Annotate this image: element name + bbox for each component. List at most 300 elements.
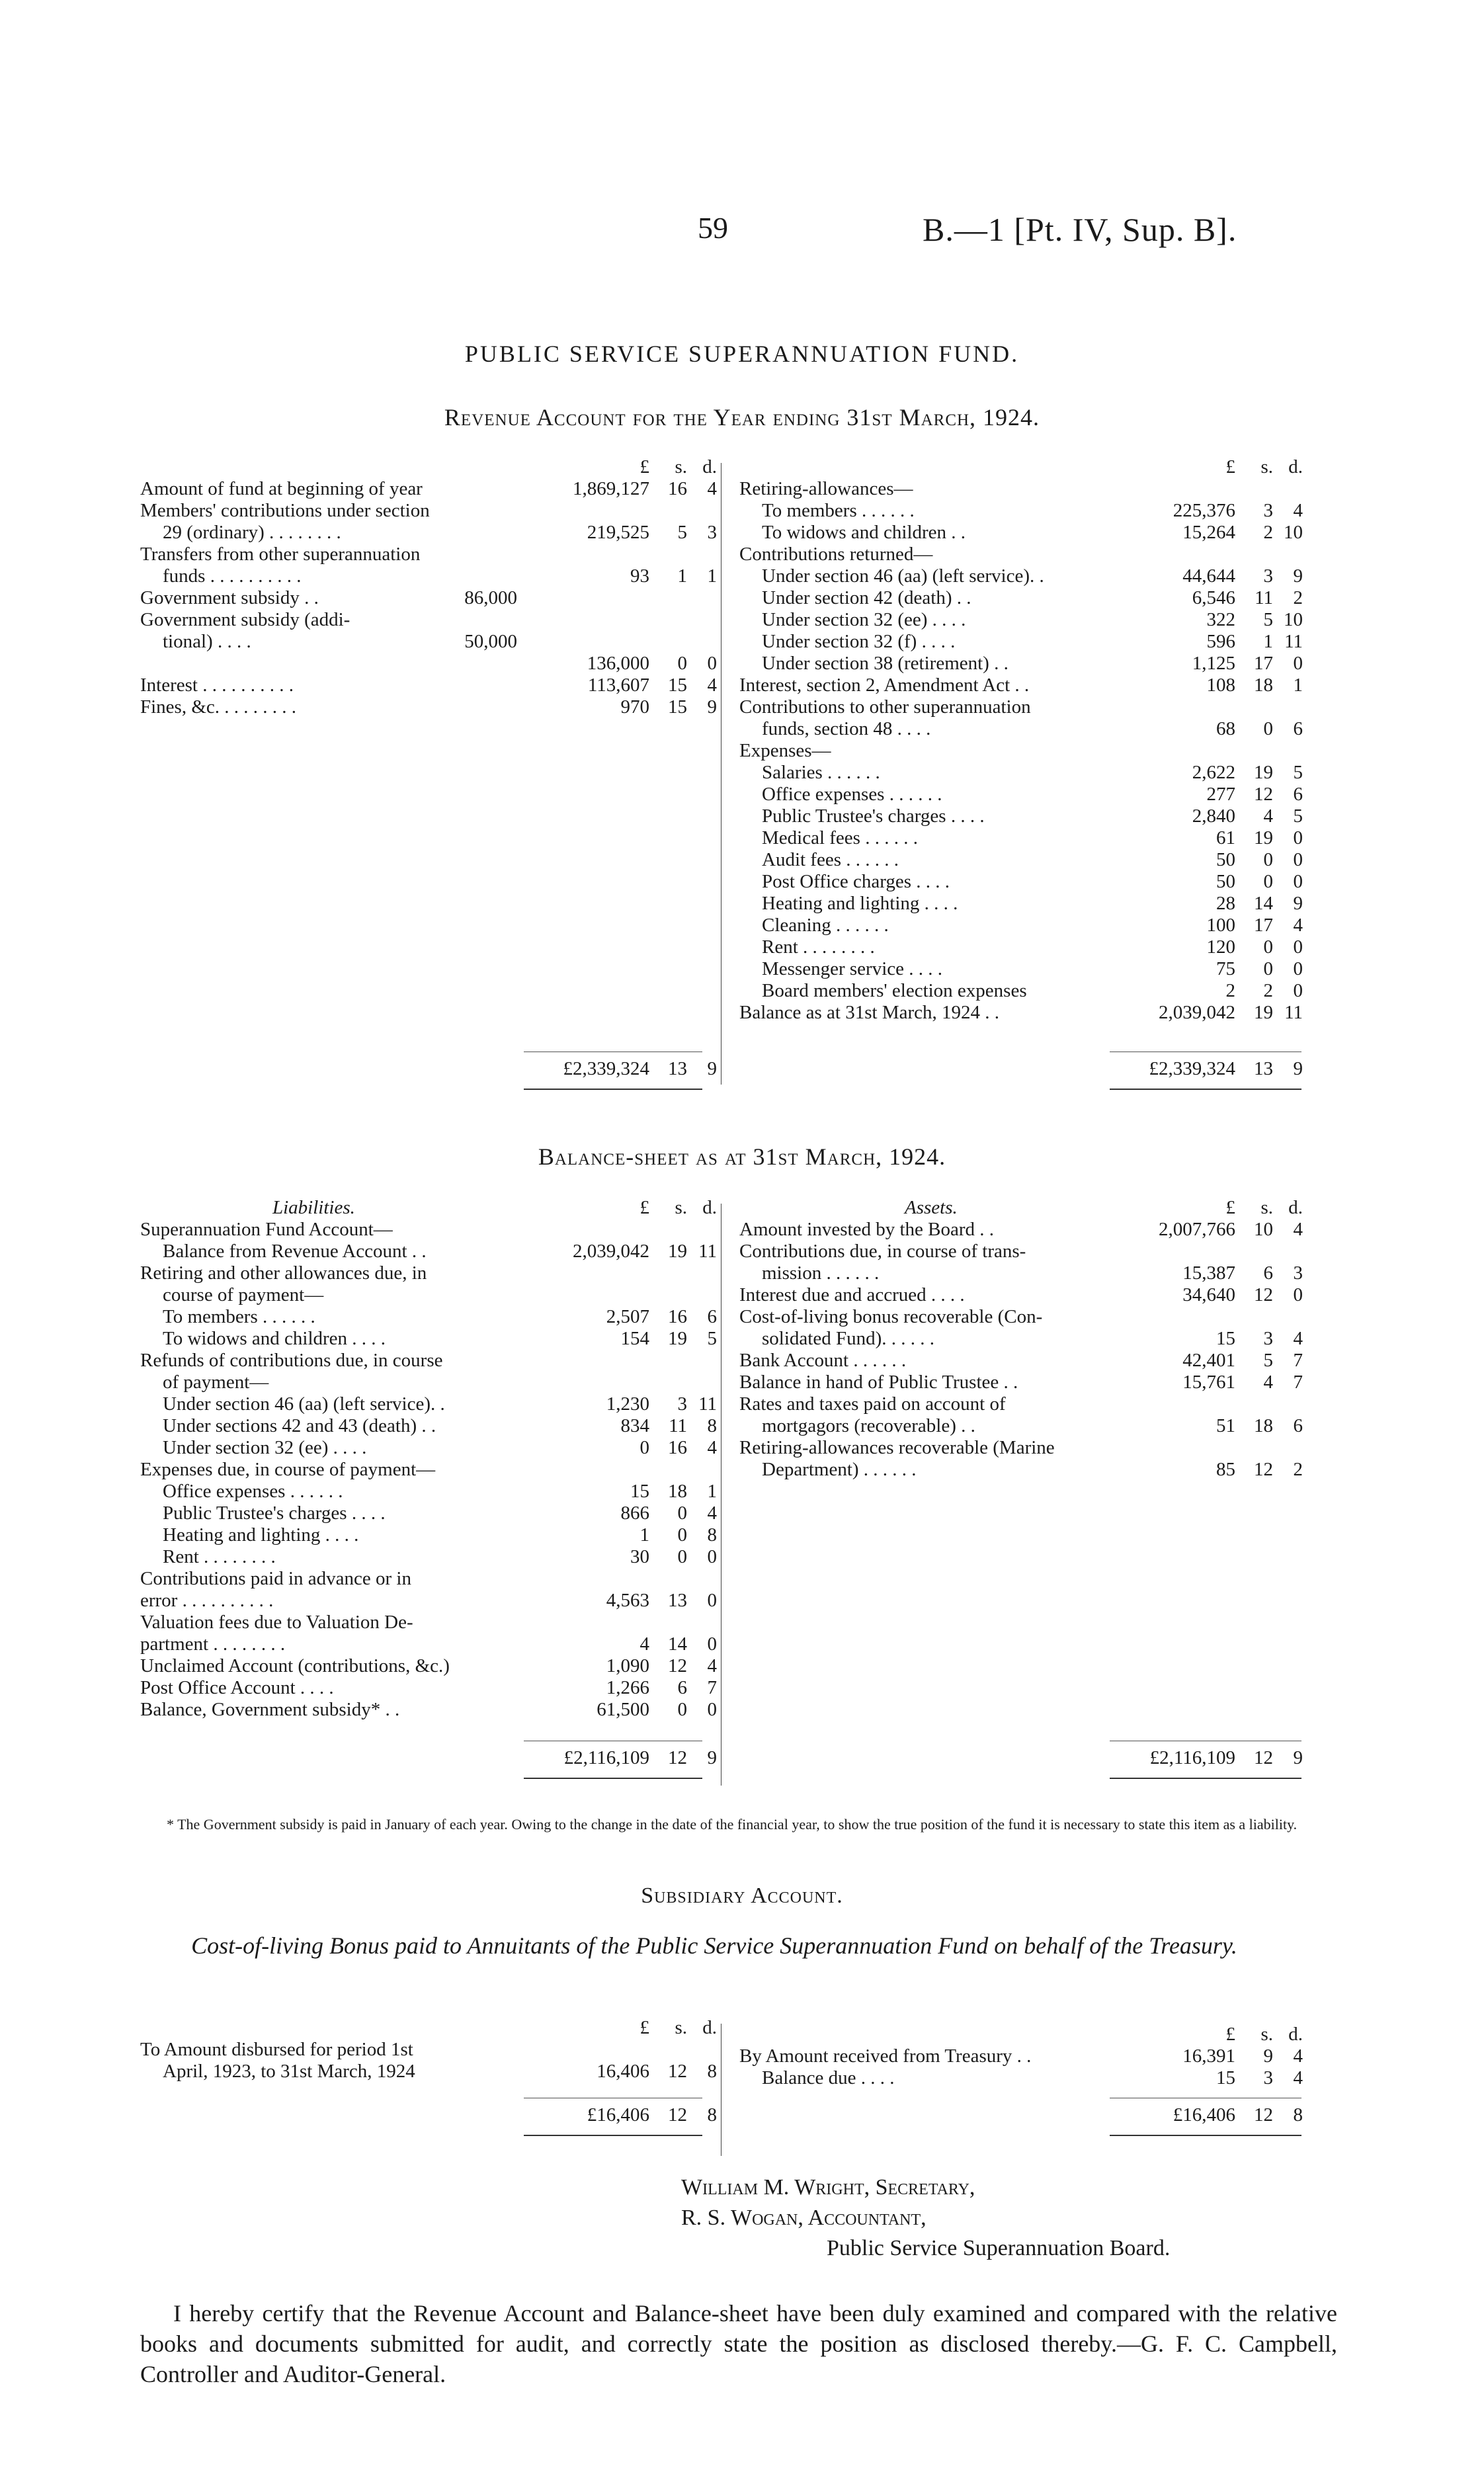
ledger-row (739, 980, 1308, 1002)
assets (739, 1197, 1308, 1481)
pence-value: 3 (1293, 1262, 1303, 1284)
shillings-value: 1 (677, 565, 687, 587)
liabilities-header-row (140, 1197, 717, 1219)
pence-value: 0 (1293, 849, 1303, 870)
ledger-row (739, 1328, 1308, 1350)
shillings-value: 14 (1254, 893, 1273, 914)
shillings-header: s. (675, 1197, 687, 1218)
subsidiary-left (140, 2017, 717, 2083)
rule (524, 1778, 702, 1779)
row-label: Refunds of contributions due, in course (140, 1350, 443, 1371)
pounds-value: 834 (620, 1415, 649, 1436)
pounds-value: 15 (630, 1481, 649, 1502)
ledger-row (739, 936, 1308, 958)
pounds-value: 2,507 (606, 1306, 649, 1327)
row-label: Post Office charges . . . . (762, 871, 950, 892)
pence-value: 5 (1293, 762, 1303, 783)
shillings-value: 5 (1263, 609, 1273, 630)
pence-value: 0 (1293, 827, 1303, 848)
pence-value: 11 (698, 1241, 717, 1262)
pounds-value: 16,406 (597, 2061, 649, 2082)
pence-value: 1 (707, 565, 717, 587)
pounds-value: 1,125 (1192, 653, 1235, 674)
pounds-value: 1,090 (606, 1655, 649, 1676)
row-label: mortgagors (recoverable) . . (762, 1415, 975, 1436)
pounds-value: 50 (1216, 849, 1235, 870)
pence-value: 7 (707, 1677, 717, 1698)
shillings-value: 3 (677, 1393, 687, 1415)
rule (1110, 2135, 1301, 2136)
row-label: Under section 38 (retirement) . . (762, 653, 1009, 674)
shillings-value: 5 (1263, 1350, 1273, 1371)
pounds-header: £ (1225, 2024, 1235, 2045)
row-label: Interest due and accrued . . . . (739, 1284, 965, 1305)
row-label: Rent . . . . . . . . (762, 936, 875, 958)
pounds-value: 50 (1216, 871, 1235, 892)
total-shillings: 13 (668, 1058, 687, 1079)
revenue-account-title: Revenue Account for the Year ending 31st March, 1924. (444, 404, 1040, 431)
pence-value: 4 (707, 1503, 717, 1524)
assets-heading: Assets. (905, 1197, 958, 1218)
row-label: Audit fees . . . . . . (762, 849, 899, 870)
pounds-value: 34,640 (1182, 1284, 1235, 1305)
pounds-value: 30 (630, 1546, 649, 1567)
shillings-value: 19 (1254, 1002, 1273, 1023)
row-label: Contributions due, in course of trans- (739, 1241, 1026, 1262)
pence-value: 5 (707, 1328, 717, 1349)
pence-value: 0 (1293, 871, 1303, 892)
row-label: Transfers from other superannuation (140, 544, 421, 565)
ledger-row (140, 653, 717, 675)
ledger-row (739, 653, 1308, 675)
pounds-value: 61,500 (597, 1699, 649, 1720)
ledger-row (140, 1546, 717, 1568)
ledger-row (140, 1241, 717, 1262)
row-label: tional) . . . . (163, 631, 251, 652)
shillings-value: 0 (1263, 849, 1273, 870)
pounds-value: 136,000 (587, 653, 649, 674)
row-label: mission . . . . . . (762, 1262, 880, 1284)
row-label: Members' contributions under section (140, 500, 430, 521)
shillings-value: 18 (668, 1481, 687, 1502)
pence-header: d. (702, 2017, 717, 2038)
currency-header (739, 2017, 1308, 2045)
row-label: April, 1923, to 31st March, 1924 (163, 2061, 415, 2082)
pence-header: d. (1288, 2024, 1303, 2045)
row-label: To members . . . . . . (163, 1306, 315, 1327)
row-label: Under section 46 (aa) (left service). . (762, 565, 1044, 587)
document-title: PUBLIC SERVICE SUPERANNUATION FUND. (464, 341, 1020, 367)
pence-value: 8 (707, 1524, 717, 1546)
pounds-value: 225,376 (1173, 500, 1235, 521)
pence-value: 10 (1284, 522, 1303, 543)
pence-value: 9 (707, 696, 717, 718)
row-label: Interest . . . . . . . . . . (140, 675, 294, 696)
pounds-value: 1,869,127 (573, 478, 649, 499)
shillings-value: 3 (1263, 565, 1273, 587)
pounds-value: 866 (620, 1503, 649, 1524)
row-label: Retiring-allowances— (739, 478, 913, 499)
shillings-header: s. (675, 2017, 687, 2038)
shillings-value: 19 (668, 1241, 687, 1262)
pence-value: 4 (1293, 2067, 1303, 2088)
ledger-row (140, 1612, 709, 1633)
shillings-header: s. (1260, 2024, 1273, 2045)
row-label: Balance from Revenue Account . . (163, 1241, 427, 1262)
row-label: Fines, &c. . . . . . . . . (140, 696, 297, 718)
pence-value: 0 (707, 653, 717, 674)
shillings-value: 12 (1254, 1459, 1273, 1480)
row-label: 29 (ordinary) . . . . . . . . (163, 522, 341, 543)
liabilities (140, 1197, 717, 1721)
row-label: Office expenses . . . . . . (163, 1481, 343, 1502)
ledger-row (140, 1328, 717, 1350)
row-label: Under section 32 (ee) . . . . (762, 609, 966, 630)
ledger-row (140, 1306, 717, 1328)
pence-value: 4 (1293, 2045, 1303, 2067)
total-shillings: 13 (1254, 1058, 1273, 1079)
ledger-row (140, 1524, 717, 1546)
ledger-row (739, 1437, 1308, 1459)
pence-value: 2 (1293, 587, 1303, 608)
shillings-value: 2 (1263, 980, 1273, 1001)
pounds-value: 322 (1206, 609, 1235, 630)
total-shillings: 12 (1254, 1747, 1273, 1768)
ledger-row (140, 1393, 717, 1415)
shillings-value: 0 (677, 1524, 687, 1546)
shillings-value: 17 (1254, 915, 1273, 936)
pounds-header: £ (639, 2017, 649, 2038)
currency-header (739, 456, 1308, 478)
pence-value: 4 (707, 675, 717, 696)
subsidiary-description: Cost-of-living Bonus paid to Annuitants of the Public Service Superannuation Fund on behalf of the Treasury. (191, 1932, 1237, 1959)
ledger-row (739, 1350, 1308, 1372)
revenue-receipts (140, 456, 717, 718)
ledger-row (739, 609, 1308, 631)
row-label: Balance due . . . . (762, 2067, 895, 2088)
total-pence: 9 (707, 1747, 717, 1768)
shillings-value: 3 (1263, 2067, 1273, 2088)
ledger-row (739, 478, 1308, 500)
ledger-row (739, 893, 1308, 915)
pounds-value: 28 (1216, 893, 1235, 914)
pence-value: 0 (1293, 958, 1303, 979)
rule (1110, 1089, 1301, 1090)
ledger-row (140, 1372, 709, 1393)
shillings-value: 11 (669, 1415, 687, 1436)
row-label: Amount of fund at beginning of year (140, 478, 423, 499)
ledger-row (140, 1655, 717, 1677)
shillings-value: 3 (1263, 500, 1273, 521)
ledger-row (739, 2067, 1308, 2089)
signature-secretary: William M. Wright, Secretary, (681, 2175, 975, 2200)
pence-value: 7 (1293, 1372, 1303, 1393)
pence-value: 11 (1284, 631, 1303, 652)
shillings-value: 15 (668, 675, 687, 696)
row-label: Valuation fees due to Valuation De- (140, 1612, 413, 1633)
ledger-row (739, 696, 1308, 718)
ledger-row (140, 2039, 709, 2061)
row-label: Public Trustee's charges . . . . (163, 1503, 386, 1524)
pence-value: 4 (707, 1655, 717, 1676)
ledger-row (739, 1393, 1308, 1415)
row-label: To widows and children . . . . (163, 1328, 386, 1349)
pounds-value: 596 (1206, 631, 1235, 652)
row-label: Balance as at 31st March, 1924 . . (739, 1002, 1000, 1023)
shillings-value: 16 (668, 1437, 687, 1458)
total-pence: 9 (1293, 1058, 1303, 1079)
row-label: To Amount disbursed for period 1st (140, 2039, 413, 2060)
pounds-value: 1,230 (606, 1393, 649, 1415)
balance-sheet-title: Balance-sheet as at 31st March, 1924. (538, 1143, 946, 1170)
shillings-value: 12 (1254, 1284, 1273, 1305)
pounds-value: 2,039,042 (573, 1241, 649, 1262)
pounds-header: £ (1225, 456, 1235, 477)
shillings-value: 2 (1263, 522, 1273, 543)
row-label: solidated Fund). . . . . . (762, 1328, 934, 1349)
pounds-value: 277 (1206, 784, 1235, 805)
pence-value: 0 (707, 1590, 717, 1611)
pence-value: 6 (1293, 718, 1303, 739)
shillings-value: 0 (677, 653, 687, 674)
pence-value: 8 (707, 2061, 717, 2082)
pounds-value: 85 (1216, 1459, 1235, 1480)
pence-header: d. (702, 1197, 717, 1218)
footnote: * The Government subsidy is paid in January of each year. Owing to the change in the date of the financial year, to show the true position of the fund it is necessary to state this item as a liability. (167, 1816, 1298, 1833)
ledger-row (739, 1262, 1308, 1284)
pence-value: 11 (1284, 1002, 1303, 1023)
ledger-row (140, 1633, 717, 1655)
shillings-value: 18 (1254, 675, 1273, 696)
pence-value: 8 (707, 1415, 717, 1436)
shillings-value: 13 (668, 1590, 687, 1611)
row-label: funds, section 48 . . . . (762, 718, 931, 739)
row-label: Interest, section 2, Amendment Act . . (739, 675, 1030, 696)
shillings-value: 12 (668, 1655, 687, 1676)
total-pence: 9 (1293, 1747, 1303, 1768)
subtotal-amount: 50,000 (464, 631, 517, 652)
shillings-value: 0 (1263, 936, 1273, 958)
pounds-value: 2,840 (1192, 805, 1235, 827)
document-reference: B.—1 [Pt. IV, Sup. B]. (923, 211, 1237, 248)
pounds-value: 219,525 (587, 522, 649, 543)
ledger-row (739, 740, 1308, 762)
row-label: Balance, Government subsidy* . . (140, 1699, 400, 1720)
pounds-value: 2,622 (1192, 762, 1235, 783)
row-label: To members . . . . . . (762, 500, 915, 521)
pounds-value: 0 (639, 1437, 649, 1458)
pence-value: 0 (707, 1699, 717, 1720)
pence-value: 4 (707, 1437, 717, 1458)
total-shillings: 12 (1254, 2104, 1273, 2125)
total-pounds: £2,339,324 (1149, 1058, 1235, 1079)
ledger-row (140, 1699, 717, 1721)
pounds-value: 4 (639, 1633, 649, 1655)
row-label: Heating and lighting . . . . (163, 1524, 359, 1546)
ledger-row (140, 1590, 717, 1612)
pounds-value: 16,391 (1182, 2045, 1235, 2067)
total-pence: 9 (707, 1058, 717, 1079)
pence-value: 0 (707, 1633, 717, 1655)
shillings-value: 15 (668, 696, 687, 718)
ledger-row (140, 522, 717, 544)
subsidiary-account-title: Subsidiary Account. (641, 1883, 843, 1908)
row-label: Retiring-allowances recoverable (Marine (739, 1437, 1055, 1458)
ledger-row (739, 1241, 1308, 1262)
pounds-value: 15 (1216, 2067, 1235, 2088)
pence-value: 6 (707, 1306, 717, 1327)
row-label: Expenses— (739, 740, 831, 761)
revenue-payments (739, 456, 1308, 1024)
ledger-row (140, 631, 709, 653)
total-pounds: £2,339,324 (563, 1058, 649, 1079)
shillings-header: s. (675, 456, 687, 477)
pence-value: 11 (698, 1393, 717, 1415)
row-label: Government subsidy (addi- (140, 609, 350, 630)
pence-value: 0 (1293, 980, 1303, 1001)
pounds-value: 970 (620, 696, 649, 718)
row-label: Rates and taxes paid on account of (739, 1393, 1006, 1415)
row-label: Salaries . . . . . . (762, 762, 880, 783)
pounds-value: 6,546 (1192, 587, 1235, 608)
shillings-value: 0 (1263, 718, 1273, 739)
pence-value: 9 (1293, 565, 1303, 587)
row-label: Unclaimed Account (contributions, &c.) (140, 1655, 450, 1676)
rule (1110, 1778, 1301, 1779)
pounds-value: 2 (1225, 980, 1235, 1001)
row-label: Superannuation Fund Account— (140, 1219, 393, 1240)
ledger-row (739, 871, 1308, 893)
shillings-header: s. (1260, 456, 1273, 477)
ledger-row (739, 675, 1308, 696)
pounds-value: 154 (620, 1328, 649, 1349)
pounds-value: 4,563 (606, 1590, 649, 1611)
row-label: Department) . . . . . . (762, 1459, 917, 1480)
ledger-row (739, 1219, 1308, 1241)
ledger-row (739, 2045, 1308, 2067)
ledger-row (739, 805, 1308, 827)
shillings-value: 19 (1254, 762, 1273, 783)
shillings-value: 3 (1263, 1328, 1273, 1349)
ledger-row (140, 1219, 709, 1241)
pounds-value: 113,607 (587, 675, 649, 696)
shillings-value: 6 (677, 1677, 687, 1698)
shillings-value: 5 (677, 522, 687, 543)
shillings-value: 12 (1254, 784, 1273, 805)
audit-certificate: I hereby certify that the Revenue Account and Balance-sheet have been duly examined and compared with the relative books and documents submitted for audit, and correctly state the position as disclosed thereby.—G. F. C. Campbell, Controller and Auditor-General. (140, 2300, 1337, 2387)
ledger-row (140, 609, 709, 631)
row-label: Heating and lighting . . . . (762, 893, 958, 914)
shillings-value: 14 (668, 1633, 687, 1655)
pence-value: 6 (1293, 784, 1303, 805)
ledger-row (140, 1350, 709, 1372)
ledger-row (739, 522, 1308, 544)
total-pence: 8 (1293, 2104, 1303, 2125)
ledger-row (739, 718, 1308, 740)
ledger-row (739, 631, 1308, 653)
shillings-value: 18 (1254, 1415, 1273, 1436)
row-label: Balance in hand of Public Trustee . . (739, 1372, 1018, 1393)
shillings-value: 4 (1263, 805, 1273, 827)
ledger-row (739, 958, 1308, 980)
ledger-row (140, 500, 709, 522)
pence-value: 3 (707, 522, 717, 543)
pounds-value: 68 (1216, 718, 1235, 739)
total-pounds: £16,406 (1173, 2104, 1235, 2125)
row-label: Retiring and other allowances due, in (140, 1262, 427, 1284)
ledger-row (739, 849, 1308, 871)
pence-value: 9 (1293, 893, 1303, 914)
row-label: Under sections 42 and 43 (death) . . (163, 1415, 436, 1436)
pounds-value: 2,039,042 (1159, 1002, 1235, 1023)
subtotal-amount: 86,000 (464, 587, 517, 608)
ledger-row (140, 544, 709, 565)
total-shillings: 12 (668, 2104, 687, 2125)
pounds-value: 15,761 (1182, 1372, 1235, 1393)
ledger-row (739, 1284, 1308, 1306)
row-label: Messenger service . . . . (762, 958, 942, 979)
row-label: Bank Account . . . . . . (739, 1350, 907, 1371)
ledger-row (739, 500, 1308, 522)
ledger-row (739, 762, 1308, 784)
row-label: of payment— (163, 1372, 269, 1393)
pounds-value: 1,266 (606, 1677, 649, 1698)
total-pounds: £2,116,109 (563, 1747, 649, 1768)
pounds-value: 108 (1206, 675, 1235, 696)
pounds-value: 100 (1206, 915, 1235, 936)
pounds-value: 15,264 (1182, 522, 1235, 543)
shillings-header: s. (1260, 1197, 1273, 1218)
ledger-row (140, 2061, 717, 2083)
pence-value: 5 (1293, 805, 1303, 827)
pence-value: 4 (1293, 1219, 1303, 1240)
row-label: Under section 32 (ee) . . . . (163, 1437, 367, 1458)
ledger-row (739, 587, 1308, 609)
ledger-row (739, 1415, 1308, 1437)
total-pence: 8 (707, 2104, 717, 2125)
row-label: funds . . . . . . . . . . (163, 565, 302, 587)
row-label: Rent . . . . . . . . (163, 1546, 276, 1567)
shillings-value: 4 (1263, 1372, 1273, 1393)
row-label: By Amount received from Treasury . . (739, 2045, 1032, 2067)
ledger-row (140, 565, 717, 587)
row-label: error . . . . . . . . . . (140, 1590, 274, 1611)
pence-value: 0 (707, 1546, 717, 1567)
shillings-value: 12 (668, 2061, 687, 2082)
pounds-value: 120 (1206, 936, 1235, 958)
shillings-value: 11 (1255, 587, 1273, 608)
ledger-row (739, 827, 1308, 849)
pounds-value: 15,387 (1182, 1262, 1235, 1284)
ledger-row (739, 1306, 1308, 1328)
ledger-row (739, 565, 1308, 587)
shillings-value: 1 (1263, 631, 1273, 652)
row-label: Post Office Account . . . . (140, 1677, 334, 1698)
ledger-row (140, 1503, 717, 1524)
ledger-row (739, 784, 1308, 805)
pounds-header: £ (1225, 1197, 1235, 1218)
ledger-row (140, 696, 717, 718)
row-label: Under section 32 (f) . . . . (762, 631, 956, 652)
shillings-value: 0 (677, 1503, 687, 1524)
shillings-value: 0 (677, 1546, 687, 1567)
total-shillings: 12 (668, 1747, 687, 1768)
total-pounds: £16,406 (587, 2104, 649, 2125)
pounds-value: 61 (1216, 827, 1235, 848)
shillings-value: 16 (668, 478, 687, 499)
pounds-value: 15 (1216, 1328, 1235, 1349)
row-label: Office expenses . . . . . . (762, 784, 942, 805)
